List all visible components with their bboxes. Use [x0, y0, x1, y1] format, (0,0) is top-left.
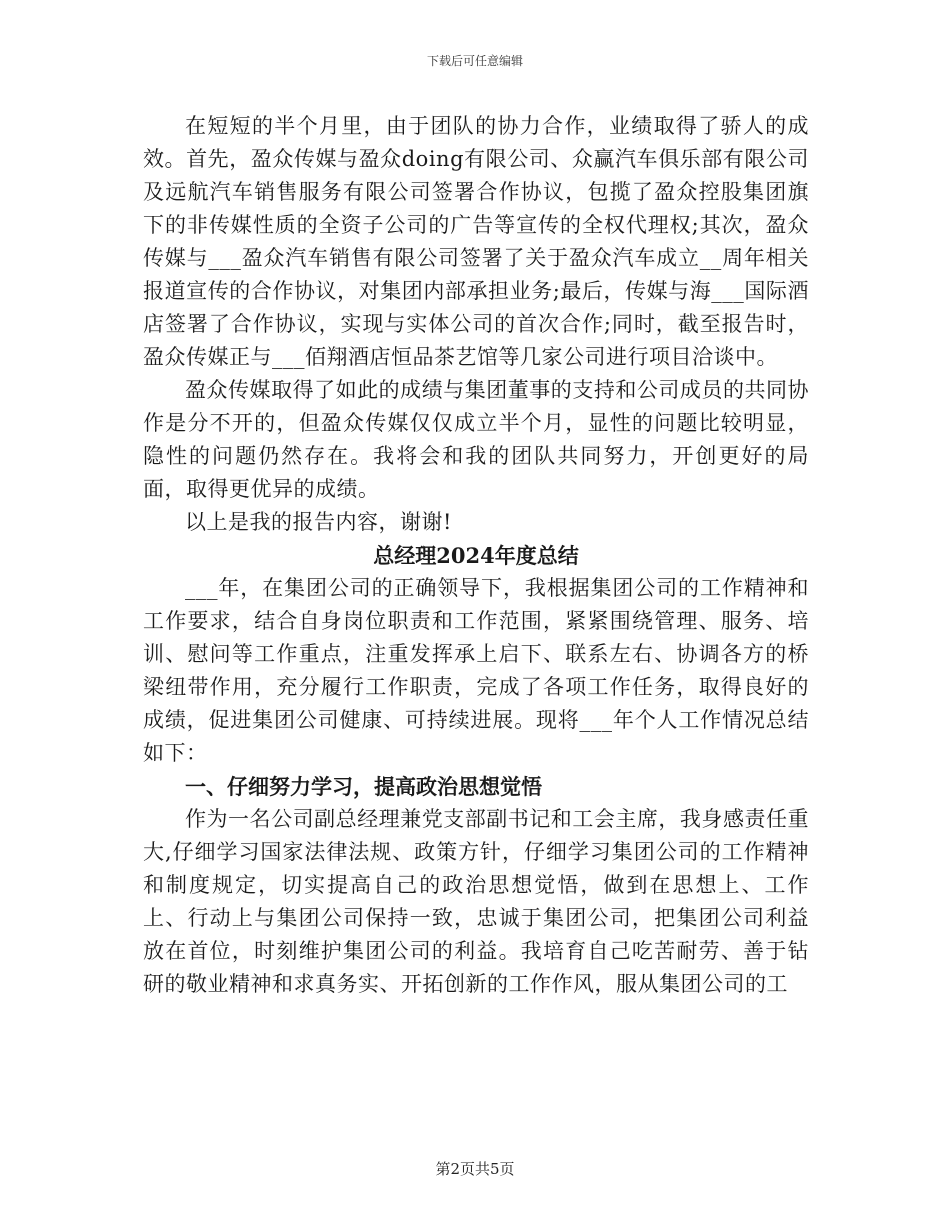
page-number: 第2页共5页: [435, 1160, 515, 1178]
paragraph-study: 作为一名公司副总经理兼党支部副书记和工会主席，我身感责任重大,仔细学习国家法律法规、政策方针，仔细学习集团公司的工作精神和制度规定，切实提高自己的政治思想觉悟，做到在思想上、工作上、行动上与集团公司保持一致，忠诚于集团公司，把集团公司利益放在首位，时刻维护集团公司的利益。我培育自己吃苦耐劳、善于钻研的敬业精神和求真务实、开拓创新的工作作风，服从集团公司的工: [143, 807, 809, 996]
section-heading-study: 一、仔细努力学习，提高政治思想觉悟: [185, 774, 542, 799]
page-header-note: 下载后可任意编辑: [426, 54, 523, 68]
paragraph-closing: 以上是我的报告内容，谢谢!: [185, 510, 452, 534]
section-title: 总经理2024年度总结: [373, 543, 579, 568]
paragraph-intro: ___年，在集团公司的正确领导下，我根据集团公司的工作精神和工作要求，结合自身岗位职责和工作范围，紧紧围绕管理、服务、培训、慰问等工作重点，注重发挥承上启下、联系左右、协调各方的桥梁纽带作用，充分履行工作职责，完成了各项工作任务，取得良好的成绩，促进集团公司健康、可持续进展。现将___年个人工作情况总结如下：: [143, 576, 809, 765]
document-body: [143, 110, 809, 1001]
paragraph-achievements: 在短短的半个月里，由于团队的协力合作，业绩取得了骄人的成效。首先，盈众传媒与盈众doing有限公司、众赢汽车俱乐部有限公司及远航汽车销售服务有限公司签署合作协议，包揽了盈众控股集团旗下的非传媒性质的全资子公司的广告等宣传的全权代理权;其次，盈众传媒与___盈众汽车销售有限公司签署了关于盈众汽车成立__周年相关报道宣传的合作协议，对集团内部承担业务;最后，传媒与海___国际酒店签署了合作协议，实现与实体公司的首次合作;同时，截至报告时，盈众传媒正与___佰翔酒店恒品茶艺馆等几家公司进行项目洽谈中。: [143, 114, 809, 369]
paragraph-teamwork: 盈众传媒取得了如此的成绩与集团董事的支持和公司成员的共同协作是分不开的，但盈众传媒仅仅成立半个月，显性的问题比较明显，隐性的问题仍然存在。我将会和我的团队共同努力，开创更好的局面，取得更优异的成绩。: [143, 378, 809, 501]
